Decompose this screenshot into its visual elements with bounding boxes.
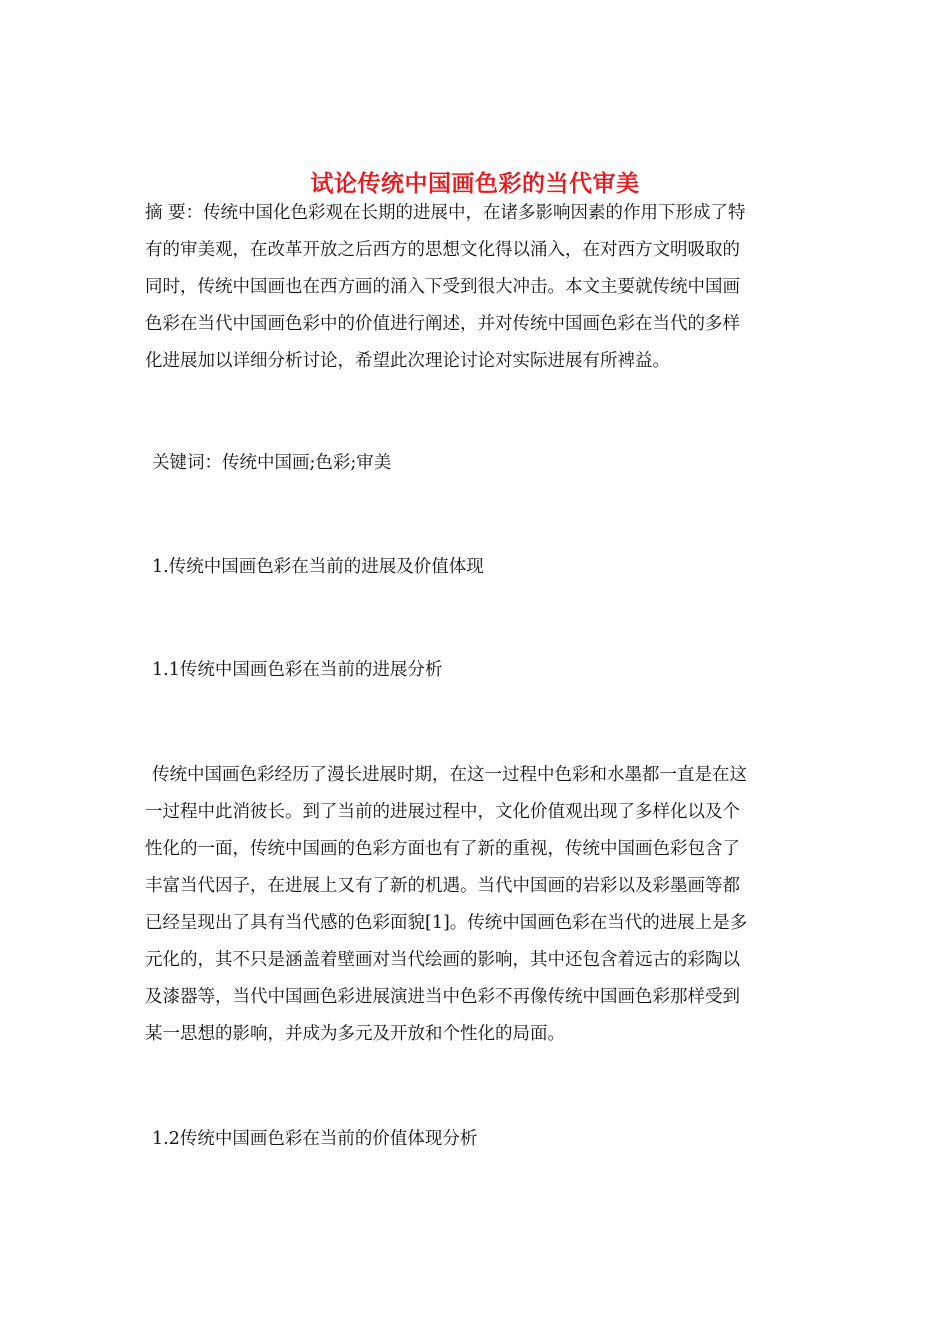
abstract-line: 色彩在当代中国画色彩中的价值进行阐述，并对传统中国画色彩在当代的多样 [145,314,740,334]
section-heading-1: 1.传统中国画色彩在当前的进展及价值体现 [152,557,484,577]
section-heading-1-2: 1.2传统中国画色彩在当前的价值体现分析 [152,1129,478,1149]
abstract-line: 同时，传统中国画也在西方画的涌入下受到很大冲击。本文主要就传统中国画 [145,277,740,297]
paragraph-line: 某一思想的影响，并成为多元及开放和个性化的局面。 [145,1024,565,1044]
paragraph-line: 及漆器等，当代中国画色彩进展演进当中色彩不再像传统中国画色彩那样受到 [145,987,740,1007]
abstract-section [145,195,805,380]
section-heading-1-1: 1.1传统中国画色彩在当前的进展分析 [152,660,443,680]
document-title: 试论传统中国画色彩的当代审美 [310,171,640,198]
keywords: 关键词：传统中国画;色彩;审美 [152,453,392,473]
paragraph-line: 一过程中此消彼长。到了当前的进展过程中，文化价值观出现了多样化以及个 [145,802,740,822]
paragraph-line: 性化的一面，传统中国画的色彩方面也有了新的重视，传统中国画色彩包含了 [145,839,740,859]
paragraph-1-1 [145,757,805,1053]
abstract-line: 摘 要：传统中国化色彩观在长期的进展中，在诸多影响因素的作用下形成了特 [145,203,746,223]
abstract-line: 有的审美观，在改革开放之后西方的思想文化得以涌入，在对西方文明吸取的 [145,240,740,260]
paragraph-line: 传统中国画色彩经历了漫长进展时期，在这一过程中色彩和水墨都一直是在这 [152,765,747,785]
abstract-line: 化进展加以详细分析讨论，希望此次理论讨论对实际进展有所裨益。 [145,351,670,371]
paragraph-line: 元化的，其不只是涵盖着壁画对当代绘画的影响，其中还包含着远古的彩陶以 [145,950,740,970]
paragraph-line: 已经呈现出了具有当代感的色彩面貌[1]。传统中国画色彩在当代的进展上是多 [145,913,748,933]
paragraph-line: 丰富当代因子，在进展上又有了新的机遇。当代中国画的岩彩以及彩墨画等都 [145,876,740,896]
